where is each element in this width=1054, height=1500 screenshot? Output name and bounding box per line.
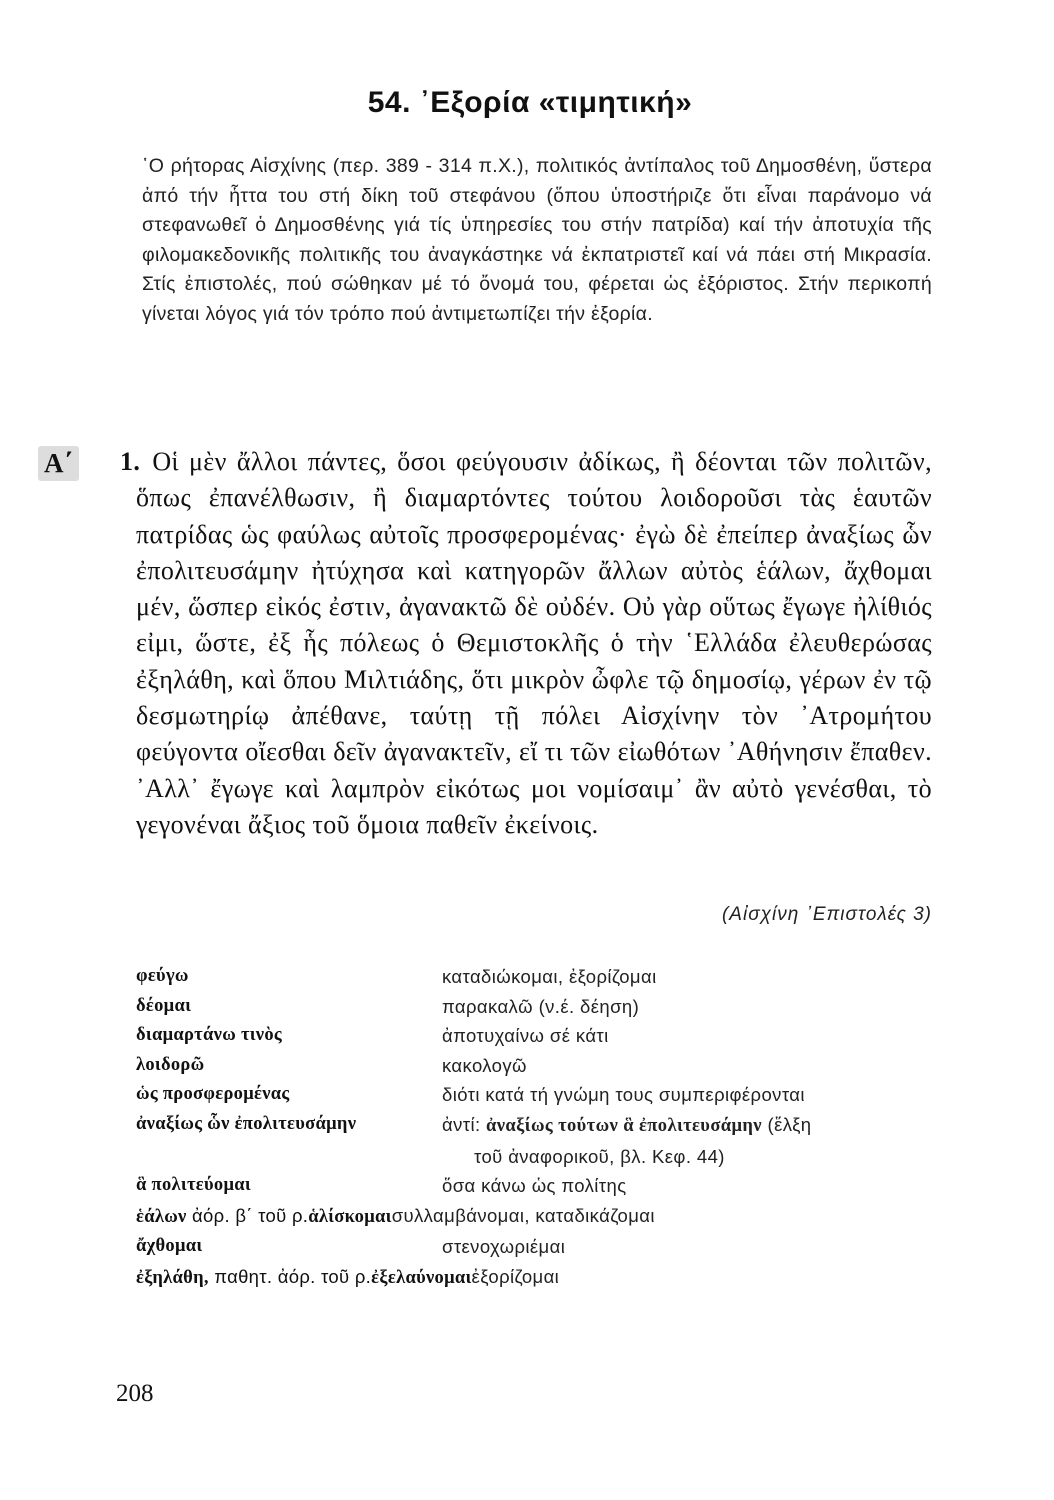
definition-continuation: τοῦ ἀναφορικοῦ, βλ. Κεφ. 44) <box>474 1145 725 1167</box>
glossary-definition: διότι κατά τή γνώμη τους συμπεριφέρονται <box>442 1084 805 1106</box>
glossary-definition: συλλαμβάνομαι, καταδικάζομαι <box>391 1204 655 1226</box>
glossary-term: ὡς προσφερομένας <box>136 1084 290 1105</box>
glossary-term: ἀναξίως ὧν ἐπολιτευσάμην <box>136 1113 357 1134</box>
glossary-row <box>136 1201 936 1233</box>
glossary <box>136 962 936 1294</box>
chapter-title: 54. ᾿Εξορία «τιμητική» <box>367 86 693 119</box>
glossary-row <box>136 962 936 992</box>
glossary-term: διαμαρτάνω τινὸς <box>136 1025 283 1046</box>
glossary-term: φεύγω <box>136 966 189 986</box>
glossary-term <box>136 1262 472 1294</box>
definition-bold: ἀναξίως τούτων ἃ ἐπολιτευσάμην <box>486 1115 762 1136</box>
glossary-definition <box>442 1110 936 1171</box>
glossary-term <box>136 1201 392 1233</box>
glossary-definition: κακολογῶ <box>442 1054 527 1076</box>
glossary-row <box>136 1051 936 1081</box>
glossary-term: λοιδορῶ <box>136 1054 205 1075</box>
glossary-definition: καταδιώκομαι, ἐξορίζομαι <box>442 966 657 987</box>
term-word: ἐξηλάθη, <box>136 1267 209 1288</box>
section-marker: Α΄ <box>38 446 79 481</box>
definition-suffix: (ἕλξη <box>761 1113 812 1135</box>
term-word: ἑάλων <box>136 1206 187 1227</box>
page-number: 208 <box>116 1380 154 1407</box>
passage-source: (Αἰσχίνη ᾿Επιστολές 3) <box>721 904 932 925</box>
glossary-definition: ὅσα κάνω ὡς πολίτης <box>442 1175 627 1197</box>
glossary-row <box>136 1021 936 1051</box>
ancient-greek-passage <box>120 444 932 843</box>
glossary-row <box>136 1262 936 1294</box>
glossary-row <box>136 1110 936 1171</box>
passage-text: Οἱ μὲν ἄλλοι πάντες, ὅσοι φεύγουσιν ἀδίκως, ἢ δέονται τῶν πολιτῶν, ὅπως ἐπανέλθωσιν, ἢ διαμαρτόντες τούτου λοιδοροῦσι τὰς ἑαυτῶν πατρίδας ὡς φαύλως αὐτοῖς προσφερομένας· ἐγὼ δὲ ἐπείπερ ἀναξίως ὧν ἐπολιτευσάμην ἠτύχησα καὶ κατηγορῶν ἄλλων αὐτὸς ἑάλων, ἄχθομαι μέν, ὥσπερ εἰκός ἐστιν, ἀγανακτῶ δὲ οὐδέν. Οὐ γὰρ οὕτως ἔγωγε ἠλίθιός εἰμι, ὥστε, ἐξ ἧς πόλεως ὁ Θεμιστοκλῆς ὁ τὴν ῾Ελλάδα ἐλευθερώσας ἐξηλάθη, καὶ ὅπου Μιλτιάδης, ὅτι μικρὸν ὦφλε τῷ δημοσίῳ, γέρων ἐν τῷ δεσμωτηρίῳ ἀπέθανε, ταύτῃ τῇ πόλει Αἰσχίνην τὸν ᾿Ατρομήτου φεύγοντα οἴεσθαι δεῖν ἀγανακτεῖν, εἴ τι τῶν εἰωθότων ᾿Αθήνησιν ἔπαθεν. ᾿Αλλ᾿ ἔγωγε καὶ λαμπρὸν εἰκότως μοι νομίσαιμ᾿ ἂν αὐτὸ γενέσθαι, τὸ γεγονέναι ἄξιος τοῦ ὅμοια παθεῖν ἐκείνοις. <box>136 447 932 839</box>
definition-prefix: ἀντί: <box>442 1113 487 1135</box>
glossary-row <box>136 1232 936 1262</box>
glossary-row <box>136 1171 936 1201</box>
term-grammar: ἀόρ. β΄ τοῦ ρ. <box>186 1204 309 1226</box>
glossary-definition: ἀποτυχαίνω σέ κάτι <box>442 1025 609 1047</box>
term-lemma: ἐξελαύνομαι <box>371 1267 472 1288</box>
term-grammar: παθητ. ἀόρ. τοῦ ρ. <box>208 1265 372 1287</box>
glossary-term: δέομαι <box>136 995 192 1016</box>
intro-paragraph: ῾Ο ρήτορας Αἰσχίνης (περ. 389 - 314 π.Χ.), πολιτικός ἀντίπαλος τοῦ Δημοσθένη, ὕστερα ἀπό τήν ἧττα του στή δίκη τοῦ στεφάνου (ὅπου ὑποστήριζε ὅτι εἶναι παράνομο νά στεφανωθεῖ ὁ Δημοσθένης γιά τίς ὑπηρεσίες του στήν πατρίδα) καί τήν ἀποτυχία τῆς φιλομακεδονικῆς πολιτικῆς του ἀναγκάστηκε νά ἐκπατριστεῖ καί νά πάει στή Μικρασία. Στίς ἐπιστολές, πού σώθηκαν μέ τό ὄνομά του, φέρεται ὡς ἐξόριστος. Στήν περικοπή γίνεται λόγος γιά τόν τρόπο πού ἀντιμετωπίζει τήν ἐξορία. <box>142 155 932 325</box>
passage-number: 1. <box>120 447 141 476</box>
glossary-term: ἃ πολιτεύομαι <box>136 1175 251 1196</box>
glossary-definition: ἐξορίζομαι <box>471 1265 560 1287</box>
glossary-definition: παρακαλῶ (ν.έ. δέηση) <box>442 995 640 1017</box>
glossary-term: ἄχθομαι <box>136 1236 203 1257</box>
glossary-row <box>136 1080 936 1110</box>
glossary-row <box>136 992 936 1022</box>
glossary-definition: στενοχωριέμαι <box>442 1236 566 1258</box>
term-lemma: ἁλίσκομαι <box>308 1206 392 1227</box>
